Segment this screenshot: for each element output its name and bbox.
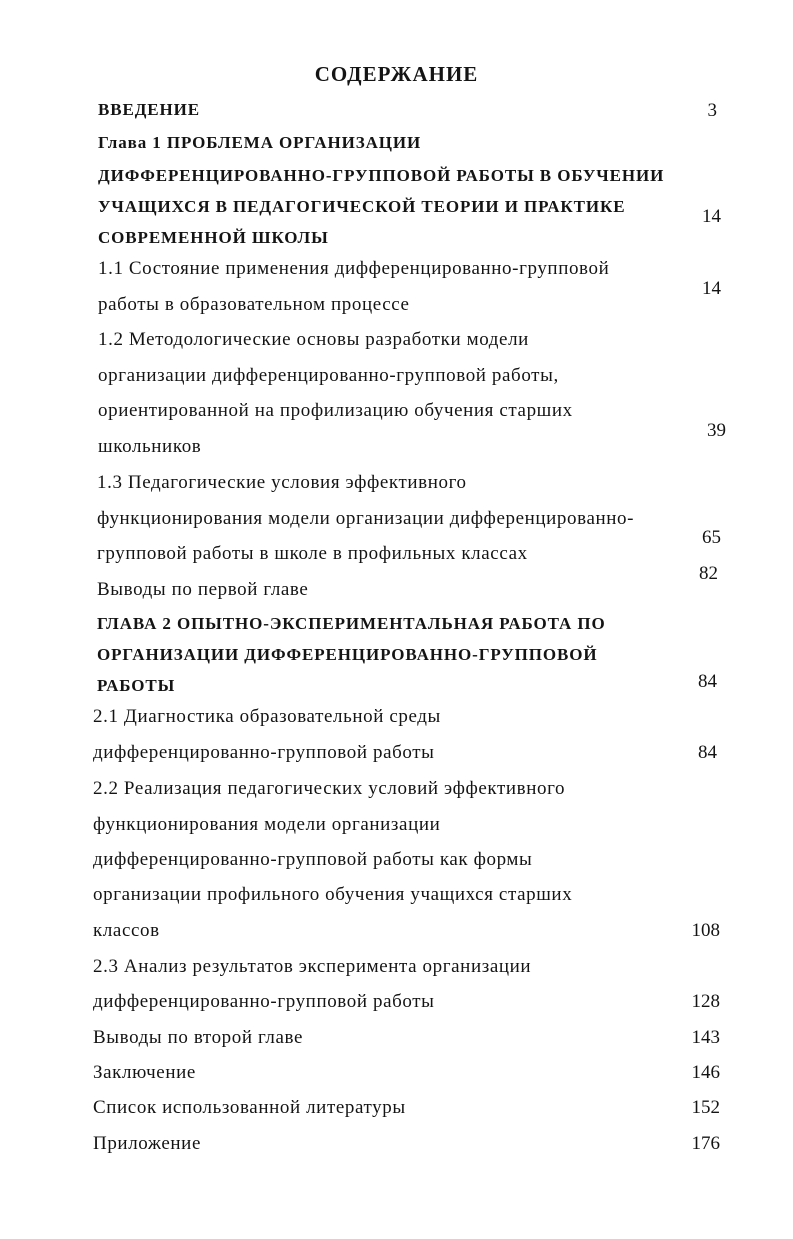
toc-line-conclusion: Заключение: [93, 1062, 196, 1083]
toc-page-number: 128: [691, 991, 720, 1012]
toc-line-section-1-2: ориентированной на профилизацию обучения старших: [98, 400, 573, 421]
toc-line-section-2-1: 2.1 Диагностика образовательной среды: [93, 706, 441, 727]
toc-line-section-1-2: организации дифференцированно-групповой работы,: [98, 365, 559, 386]
toc-line-chapter1-heading: Глава 1 ПРОБЛЕМА ОРГАНИЗАЦИИ: [98, 133, 422, 152]
toc-page-number: 143: [691, 1027, 720, 1048]
toc-line-section-2-2: дифференцированно-групповой работы как формы: [93, 849, 533, 870]
toc-line-section-1-1: работы в образовательном процессе: [98, 294, 410, 315]
toc-line-section-1-3: 1.3 Педагогические условия эффективного: [97, 472, 467, 493]
toc-line-chapter1-heading: УЧАЩИХСЯ В ПЕДАГОГИЧЕСКОЙ ТЕОРИИ И ПРАКТИКЕ: [98, 197, 626, 216]
toc-line-chapter1-heading: ДИФФЕРЕНЦИРОВАННО-ГРУППОВОЙ РАБОТЫ В ОБУЧЕНИИ: [98, 166, 665, 185]
toc-page-number: 14: [702, 278, 721, 299]
toc-page-number: 84: [698, 742, 717, 763]
toc-line-section-2-2: организации профильного обучения учащихся старших: [93, 884, 573, 905]
toc-line-chapter1-conclusions: Выводы по первой главе: [97, 579, 309, 600]
toc-page-number: 84: [698, 671, 717, 692]
toc-line-section-2-2: функционирования модели организации: [93, 814, 441, 835]
page-title: СОДЕРЖАНИЕ: [314, 62, 479, 86]
toc-line-chapter1-heading: СОВРЕМЕННОЙ ШКОЛЫ: [98, 228, 329, 247]
toc-line-chapter2-heading: ГЛАВА 2 ОПЫТНО-ЭКСПЕРИМЕНТАЛЬНАЯ РАБОТА ПО: [97, 614, 606, 633]
toc-page-number: 108: [691, 920, 720, 941]
toc-line-section-1-3: групповой работы в школе в профильных классах: [97, 543, 528, 564]
toc-page-number: 152: [691, 1097, 720, 1118]
toc-line-section-2-2: классов: [93, 920, 160, 941]
toc-page-number: 3: [707, 100, 717, 121]
toc-line-section-2-1: дифференцированно-групповой работы: [93, 742, 435, 763]
toc-page-number: 14: [702, 206, 721, 227]
toc-line-bibliography: Список использованной литературы: [93, 1097, 406, 1118]
toc-line-section-2-2: 2.2 Реализация педагогических условий эффективного: [93, 778, 566, 799]
toc-line-appendix: Приложение: [93, 1133, 201, 1154]
toc-line-section-1-3: функционирования модели организации дифференцированно-: [97, 508, 635, 529]
toc-page-number: 176: [691, 1133, 720, 1154]
toc-line-section-1-2: школьников: [98, 436, 202, 457]
toc-line-section-2-3: дифференцированно-групповой работы: [93, 991, 435, 1012]
toc-line-section-1-1: 1.1 Состояние применения дифференцированно-групповой: [98, 258, 610, 279]
toc-line-section-2-3: 2.3 Анализ результатов эксперимента организации: [93, 956, 532, 977]
toc-page-number: 39: [707, 420, 726, 441]
toc-line-chapter2-heading: ОРГАНИЗАЦИИ ДИФФЕРЕНЦИРОВАННО-ГРУППОВОЙ: [97, 645, 598, 664]
toc-line-chapter2-conclusions: Выводы по второй главе: [93, 1027, 304, 1048]
toc-page-number: 82: [699, 563, 718, 584]
toc-line-section-1-2: 1.2 Методологические основы разработки модели: [98, 329, 529, 350]
toc-line-chapter2-heading: РАБОТЫ: [97, 676, 176, 695]
toc-line-introduction: ВВЕДЕНИЕ: [98, 100, 201, 119]
toc-page-number: 65: [702, 527, 721, 548]
toc-page-number: 146: [691, 1062, 720, 1083]
